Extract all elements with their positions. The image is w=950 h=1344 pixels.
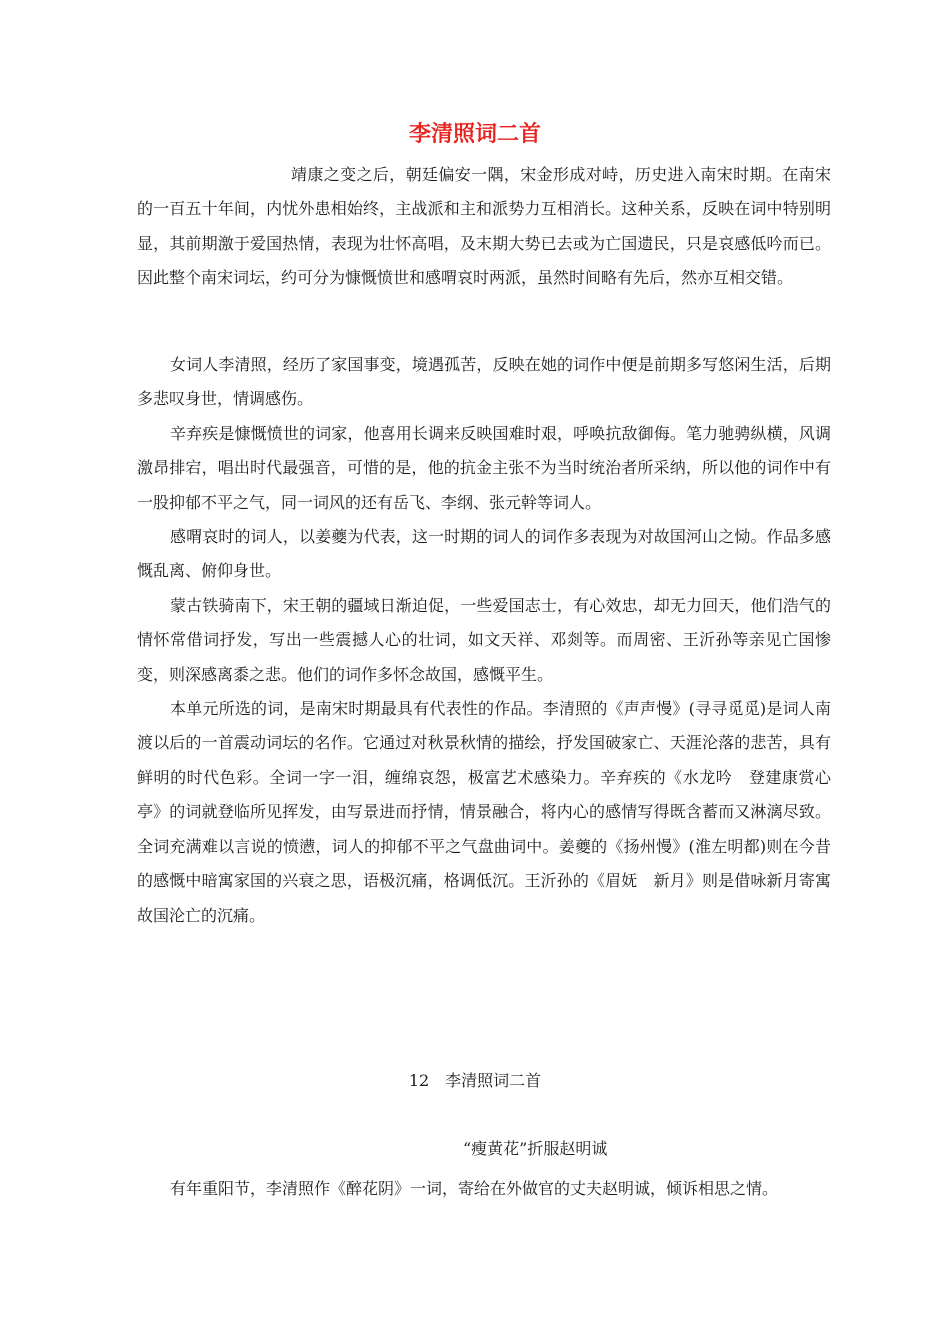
story-title: “瘦黄花”折服赵明诚 [463,1139,608,1158]
section-title: 12 李清照词二首 [408,1071,542,1090]
paragraph-xin-qiji: 辛弃疾是慷慨愤世的词家，他喜用长调来反映国难时艰，呼唤抗敌御侮。笔力驰骋纵横，风调激昂排宕，唱出时代最强音，可惜的是，他的抗金主张不为当时统治者所采纳，所以他的词作中有一股抑郁不平之气，同一词风的还有岳飞、李纲、张元幹等词人。 [137,423,831,512]
page-title: 李清照词二首 [408,121,541,147]
paragraph-late-song: 蒙古铁骑南下，宋王朝的疆域日渐迫促，一些爱国志士，有心效忠，却无力回天，他们浩气的情怀常借词抒发，写出一些震撼人心的壮词，如文天祥、邓剡等。而周密、王沂孙等亲见亡国惨变，则深感离黍之悲。他们的词作多怀念故国，感慨平生。 [137,595,831,684]
paragraph-li-qingzhao: 女词人李清照，经历了家国事变，境遇孤苦，反映在她的词作中便是前期多写悠闲生活，后期多悲叹身世，情调感伤。 [137,355,831,409]
paragraph-unit-summary: 本单元所选的词，是南宋时期最具有代表性的作品。李清照的《声声慢》(寻寻觅觅)是词人南渡以后的一首震动词坛的名作。它通过对秋景秋情的描绘，抒发国破家亡、天涯沦落的悲苦，具有鲜明的时代色彩。全词一字一泪，缠绵哀怨，极富艺术感染力。辛弃疾的《水龙吟 登建康赏心亭》的词就登临所见挥发，由写景进而抒情，情景融合，将内心的感情写得既含蓄而又淋漓尽致。全词充满难以言说的愤懑，词人的抑郁不平之气盘曲词中。姜夔的《扬州慢》(淮左明都)则在今昔的感慨中暗寓家国的兴衰之思，语极沉痛，格调低沉。王沂孙的《眉妩 新月》则是借咏新月寄寓故国沦亡的沉痛。 [137,699,831,925]
lead-paragraph: 靖康之变之后，朝廷偏安一隅，宋金形成对峙，历史进入南宋时期。在南宋的一百五十年间，内忧外患相始终，主战派和主和派势力互相消长。这种关系，反映在词中特别明显，其前期激于爱国热情，表现为壮怀高唱，及末期大势已去或为亡国遗民，只是哀感低吟而已。 因此整个南宋词坛，约可分为慷慨愤世和感喟哀时两派，虽然时间略有先后，然亦互相交错。 [137,165,831,288]
story-paragraph: 有年重阳节，李清照作《醉花阴》一词，寄给在外做官的丈夫赵明诚，倾诉相思之情。 [170,1179,779,1198]
body-paragraphs [137,348,831,933]
paragraph-jiang-kui: 感喟哀时的词人，以姜夔为代表，这一时期的词人的词作多表现为对故国河山之恸。作品多感慨乱离、俯仰身世。 [137,527,831,581]
